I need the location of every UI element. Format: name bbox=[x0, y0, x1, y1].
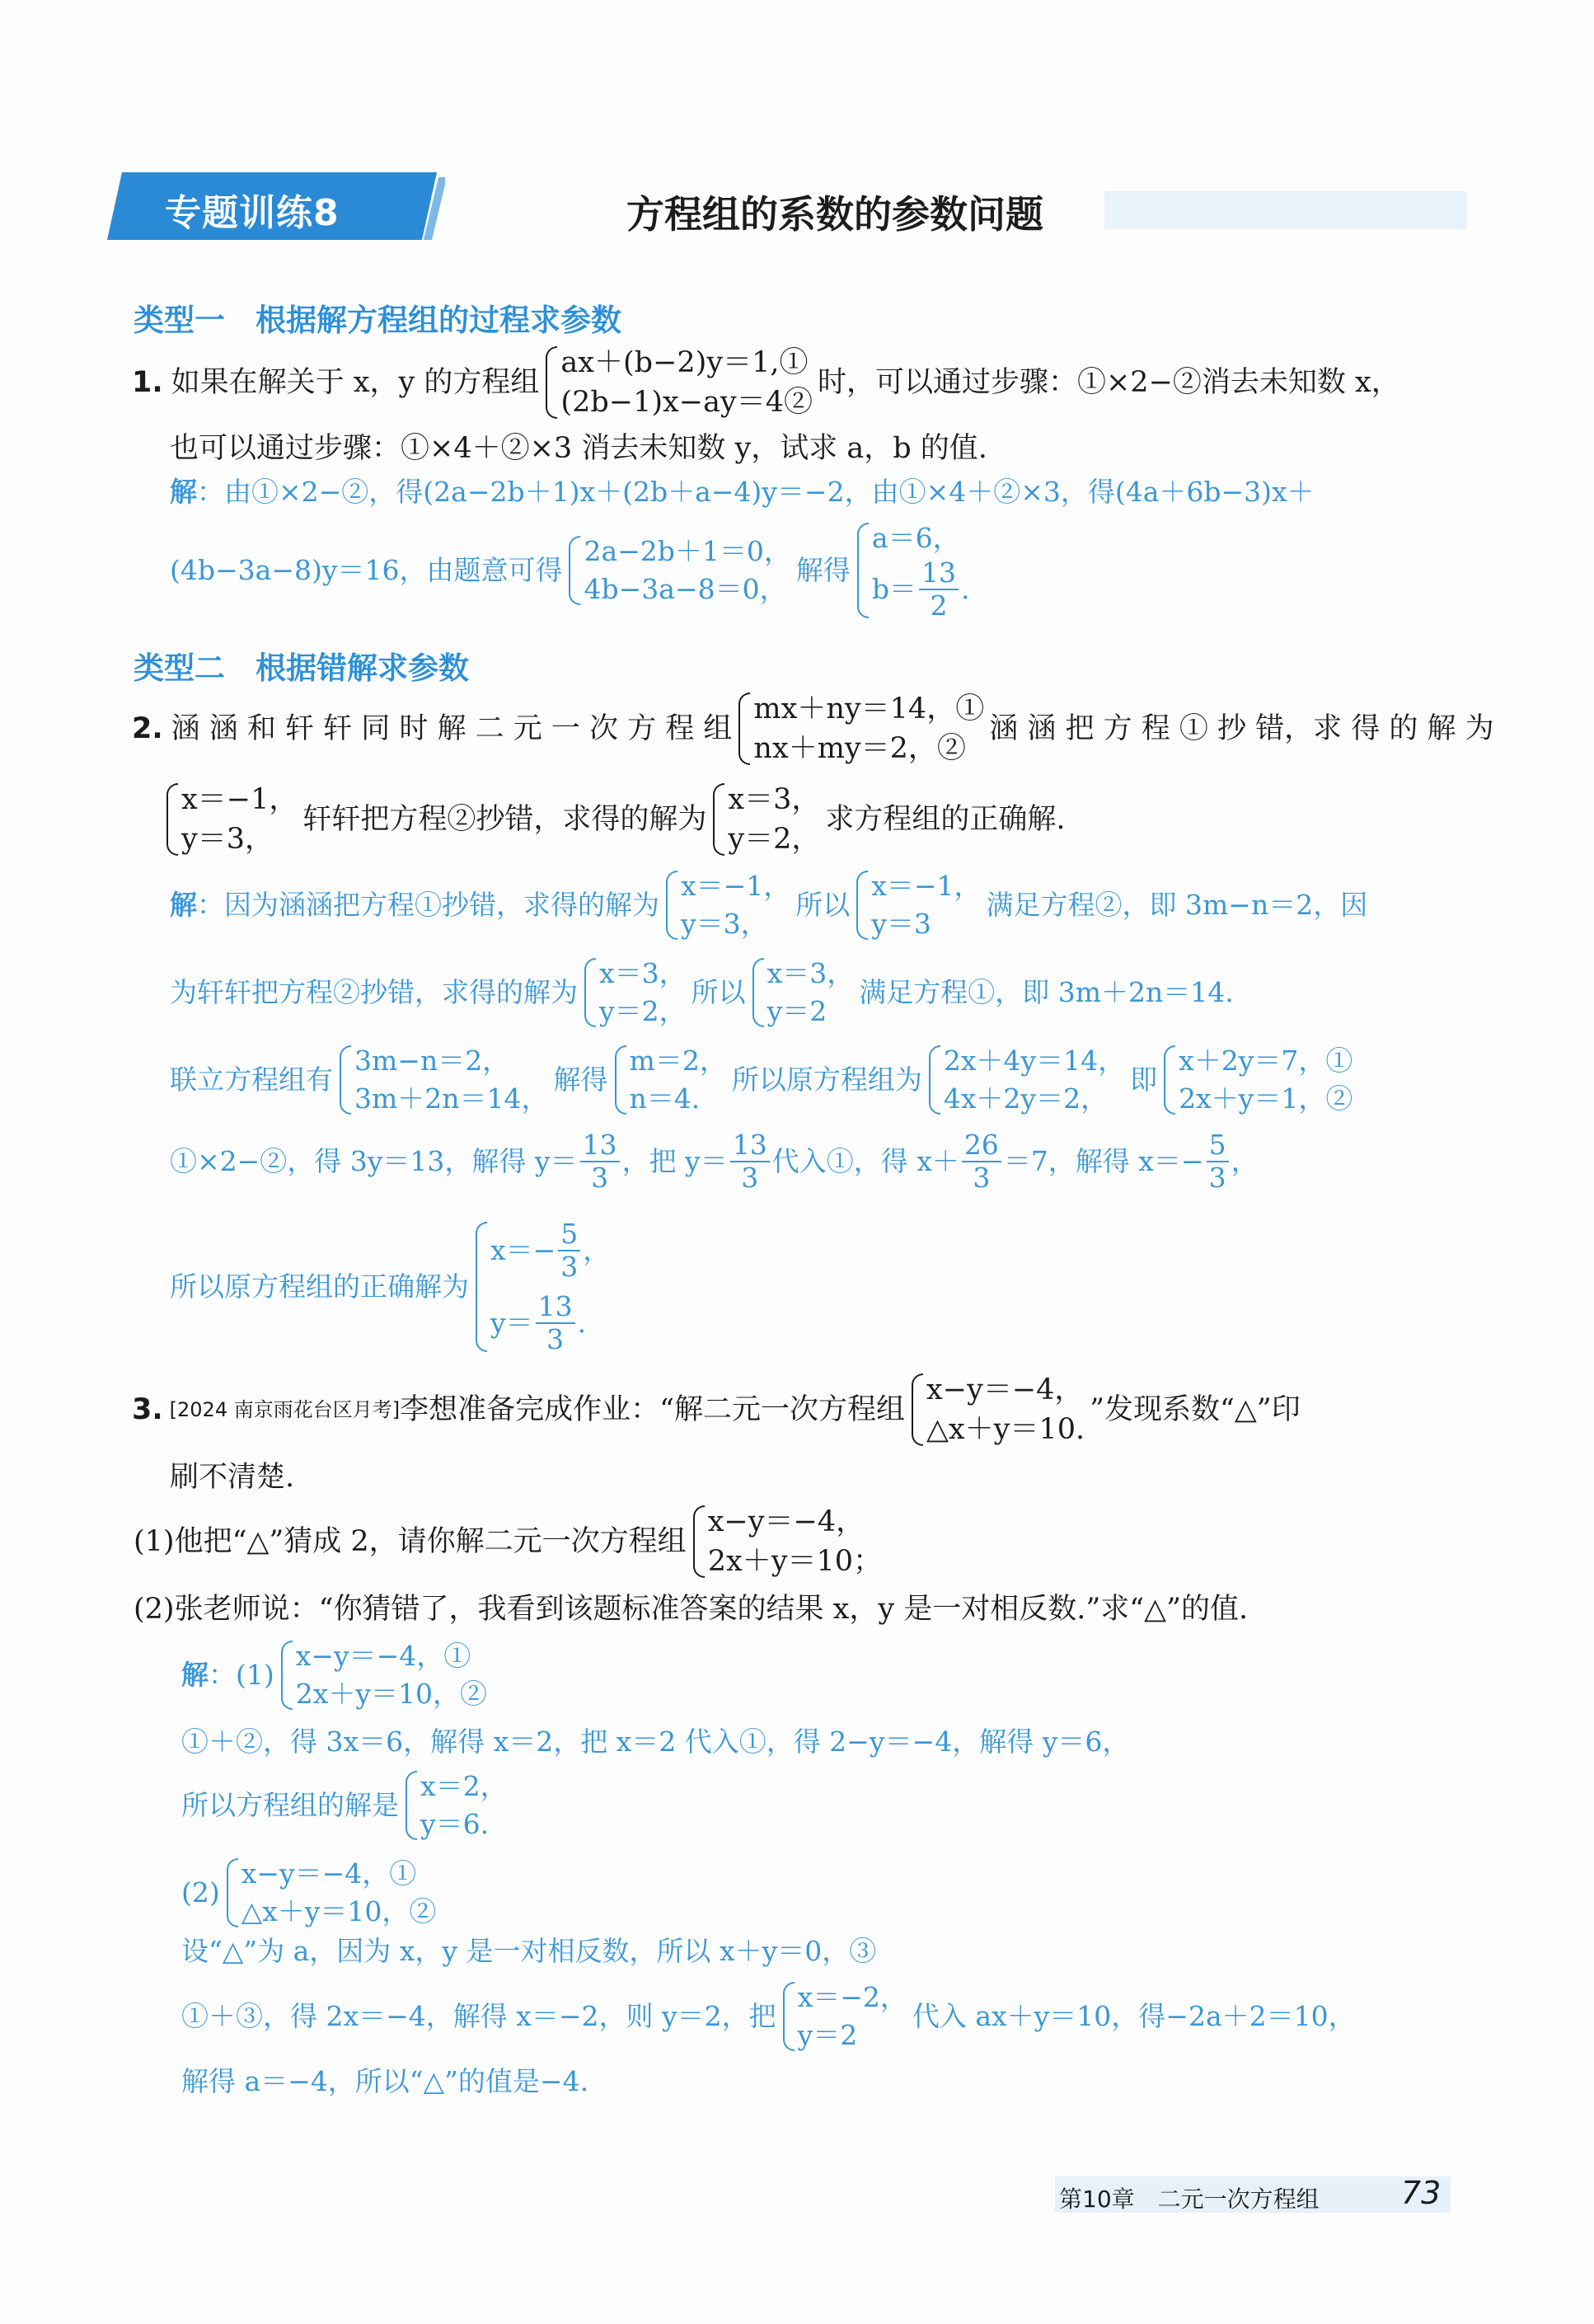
problem-3-line2: 刷不清楚. bbox=[170, 1461, 295, 1494]
problem-2-line1: 2. 涵 涵 和 轩 轩 同 时 解 二 元 一 次 方 程 组 mx＋ny＝14，① nx＋my＝2，② 涵 涵 把 方 程 ① 抄 错，求 得 的 解 为 bbox=[132, 689, 1494, 768]
banner-decoration bbox=[1104, 191, 1467, 229]
problem-3-line1: 3. [2024 南京雨花台区月考] 李想准备完成作业：“解二元一次方程组 x−y＝−4， △x＋y＝10. ”发现系数“△”印 bbox=[132, 1370, 1301, 1449]
problem-2-number: 2. bbox=[132, 712, 163, 745]
problem-1-number: 1. bbox=[132, 366, 163, 399]
answer-2-line2: 为轩轩把方程②抄错，求得的解为 x＝3， y＝2， 所以 x＝3， y＝2 满足方程①，即 3m＋2n＝14. bbox=[170, 955, 1234, 1031]
answer-2-line1: 解 ：因为涵涵把方程①抄错，求得的解为 x＝−1， y＝3， 所以 x＝−1， y＝3 满足方程②，即 3m−n＝2，因 bbox=[170, 867, 1367, 943]
answer-3-line2: ①＋②，得 3x＝6，解得 x＝2，把 x＝2 代入①，得 2−y＝−4，解得 y＝6， bbox=[181, 1725, 1130, 1758]
footer-chapter: 第10章 二元一次方程组 bbox=[1059, 2185, 1320, 2213]
problem-3-question1: (1)他把“△”猜成 2，请你解二元一次方程组 x−y＝−4， 2x＋y＝10； bbox=[134, 1502, 887, 1581]
section-heading-type2: 类型二 根据错解求参数 bbox=[134, 650, 469, 686]
answer-3-line3: 所以方程组的解是 x＝2， y＝6. bbox=[181, 1768, 513, 1843]
page-title: 方程组的系数的参数问题 bbox=[626, 192, 1043, 237]
banner-label: 专题训练8 bbox=[165, 192, 340, 234]
answer-3-part2: (2) x−y＝−4，① △x＋y＝10，② bbox=[181, 1855, 441, 1931]
problem-2-line2: x＝−1， y＝3， 轩轩把方程②抄错，求得的解为 x＝3， y＝2， 求方程组的正确解. bbox=[165, 780, 1066, 859]
problem-1-system: ax＋(b−2)y＝1,① (2b−1)x−ay＝4② bbox=[544, 343, 813, 422]
answer-3-line6: ①＋③，得 2x＝−4，解得 x＝−2，则 y＝2，把 x＝−2， y＝2 代入 ax＋y＝10，得−2a＋2＝10， bbox=[181, 1979, 1356, 2054]
answer-3-line5: 设“△”为 a，因为 x，y 是一对相反数，所以 x＋y＝0，③ bbox=[181, 1935, 877, 1967]
answer-2-line5: 所以原方程组的正确解为 x＝− $\frac{5}{3}$ ， y＝ $\frac{13}{3}$ . bbox=[170, 1218, 611, 1355]
answer-2-line4: ①×2−②，得 3y＝13，解得 y＝ $\frac{13}{3}$ ，把 y＝ $\frac{13}{3}$ 代入①，得 x＋ $\frac{26}{3}$ ＝7，解得 x＝− $\frac{5}{3}$ ， bbox=[170, 1129, 1259, 1194]
answer-1-system: 2a−2b＋1＝0， 4b−3a−8＝0， bbox=[567, 533, 790, 608]
problem-3-number: 3. bbox=[132, 1393, 163, 1426]
answer-1-line1: 解：由①×2−②，得(2a−2b＋1)x＋(2b＋a−4)y＝−2，由①×4＋②×3，得(4a＋6b−3)x＋ bbox=[170, 476, 1315, 508]
answer-3-line7: 解得 a＝−4，所以“△”的值是−4. bbox=[181, 2065, 589, 2097]
problem-3-source: [2024 南京雨花台区月考] bbox=[169, 1398, 401, 1421]
answer-1-result: a＝6， b＝ $\frac{13}{2}$ . bbox=[856, 519, 970, 622]
answer-3-part1: 解 ：(1) x−y＝−4，① 2x＋y＝10，② bbox=[181, 1637, 492, 1713]
page-number: 73 bbox=[1401, 2175, 1442, 2211]
problem-1-line2: 也可以通过步骤：①×4＋②×3 消去未知数 y，试求 a，b 的值. bbox=[170, 432, 987, 465]
problem-3-question2: (2)张老师说：“你猜错了，我看到该题标准答案的结果 x，y 是一对相反数.”求“△”的值. bbox=[134, 1593, 1249, 1626]
problem-1-line1: 1. 如果在解关于 x，y 的方程组 ax＋(b−2)y＝1,① (2b−1)x−ay＝4② 时，可以通过步骤：①×2−②消去未知数 x， bbox=[132, 343, 1400, 422]
answer-1-line2: (4b−3a−8)y＝16，由题意可得 2a−2b＋1＝0， 4b−3a−8＝0， 解得 a＝6， b＝ $\frac{13}{2}$ . bbox=[170, 519, 975, 622]
answer-2-line3: 联立方程组有 3m−n＝2， 3m＋2n＝14， 解得 m＝2， n＝4. 所以原方程组为 2x＋4y＝14， 4x＋2y＝2， 即 x＋2y＝7，① 2x＋y＝1，② bbox=[170, 1042, 1357, 1118]
section-heading-type1: 类型一 根据解方程组的过程求参数 bbox=[134, 303, 621, 338]
